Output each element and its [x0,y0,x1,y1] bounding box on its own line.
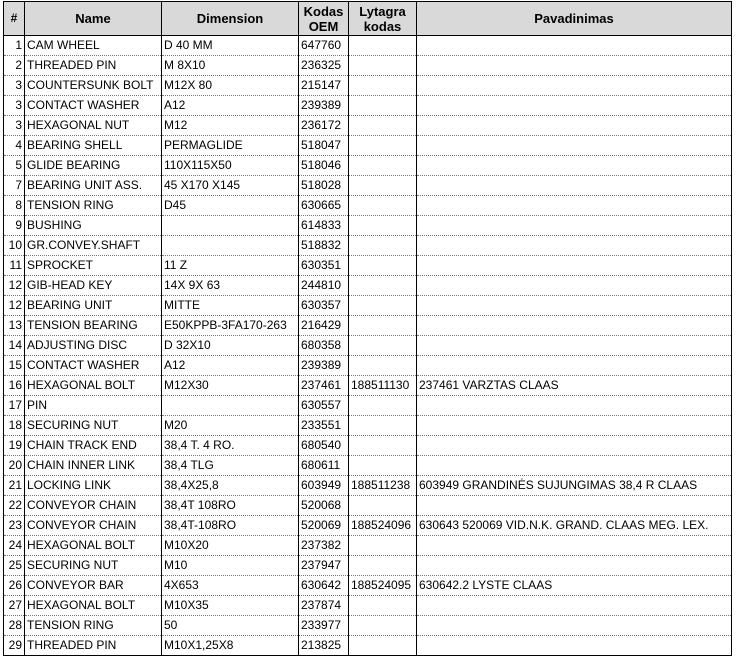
part-name-cell: PIN [25,396,162,416]
lytagra-code-cell [349,336,417,356]
part-name-cell: TENSION RING [25,196,162,216]
column-header-lytagra-code [349,2,417,36]
part-name-cell: CONTACT WASHER [25,96,162,116]
lytagra-code-cell [349,396,417,416]
lytagra-code-cell [349,616,417,636]
oem-code-cell: 518028 [299,176,349,196]
parts-table [3,1,732,656]
part-name-cell: SECURING NUT [25,416,162,436]
row-number-cell: 11 [4,256,25,276]
dimension-cell: 50 [162,616,299,636]
lytagra-code-cell [349,536,417,556]
row-number-cell: 22 [4,496,25,516]
dimension-cell: 110X115X50 [162,156,299,176]
oem-code-cell: 237874 [299,596,349,616]
header-row [4,2,732,36]
table-row [4,56,732,76]
pavadinimas-cell [417,196,732,216]
part-name-cell: BEARING UNIT [25,296,162,316]
pavadinimas-cell: 630642.2 LYSTE CLAAS [417,576,732,596]
pavadinimas-cell [417,596,732,616]
pavadinimas-cell [417,496,732,516]
dimension-cell: 11 Z [162,256,299,276]
lytagra-code-cell [349,96,417,116]
table-row [4,36,732,56]
row-number-cell: 18 [4,416,25,436]
oem-code-cell: 213825 [299,636,349,656]
table-row [4,216,732,236]
lytagra-code-cell [349,416,417,436]
table-row [4,156,732,176]
part-name-cell: THREADED PIN [25,56,162,76]
lytagra-code-cell [349,296,417,316]
pavadinimas-cell [417,256,732,276]
row-number-cell: 1 [4,36,25,56]
pavadinimas-cell [417,396,732,416]
lytagra-code-cell: 188524095 [349,576,417,596]
part-name-cell: CONVEYOR CHAIN [25,496,162,516]
part-name-cell: CONTACT WASHER [25,356,162,376]
part-name-cell: TENSION RING [25,616,162,636]
pavadinimas-cell [417,236,732,256]
part-name-cell: GIB-HEAD KEY [25,276,162,296]
lytagra-code-cell [349,156,417,176]
pavadinimas-cell [417,96,732,116]
table-row [4,96,732,116]
table-row [4,116,732,136]
table-row [4,276,732,296]
oem-code-cell: 518046 [299,156,349,176]
pavadinimas-cell [417,76,732,96]
table-row [4,616,732,636]
oem-code-cell: 216429 [299,316,349,336]
table-body [4,36,732,656]
row-number-cell: 4 [4,136,25,156]
row-number-cell: 3 [4,116,25,136]
lytagra-code-cell [349,236,417,256]
oem-code-cell: 614833 [299,216,349,236]
row-number-cell: 21 [4,476,25,496]
pavadinimas-cell [417,116,732,136]
oem-code-cell: 239389 [299,96,349,116]
row-number-cell: 24 [4,536,25,556]
row-number-cell: 10 [4,236,25,256]
oem-code-cell: 233977 [299,616,349,636]
table-row [4,176,732,196]
row-number-cell: 13 [4,316,25,336]
oem-code-cell: 647760 [299,36,349,56]
part-name-cell: HEXAGONAL BOLT [25,376,162,396]
table-row [4,236,732,256]
dimension-cell: M20 [162,416,299,436]
oem-code-cell: 237947 [299,556,349,576]
dimension-cell [162,216,299,236]
lytagra-code-cell [349,556,417,576]
lytagra-code-cell: 188511130 [349,376,417,396]
table-row [4,196,732,216]
part-name-cell: ADJUSTING DISC [25,336,162,356]
dimension-cell: A12 [162,356,299,376]
column-header-pavadinimas: Pavadinimas [417,2,732,36]
row-number-cell: 16 [4,376,25,396]
dimension-cell: 45 X170 X145 [162,176,299,196]
table-row [4,436,732,456]
row-number-cell: 29 [4,636,25,656]
part-name-cell: HEXAGONAL NUT [25,116,162,136]
part-name-cell: CAM WHEEL [25,36,162,56]
lytagra-code-cell [349,256,417,276]
part-name-cell: SPROCKET [25,256,162,276]
row-number-cell: 8 [4,196,25,216]
pavadinimas-cell [417,616,732,636]
table-row [4,516,732,536]
lytagra-code-cell [349,116,417,136]
oem-code-cell: 236325 [299,56,349,76]
pavadinimas-cell [417,136,732,156]
pavadinimas-cell: 630643 520069 VID.N.K. GRAND. CLAAS MEG. LEX. [417,516,732,536]
row-number-cell: 12 [4,296,25,316]
table-row [4,416,732,436]
part-name-cell: SECURING NUT [25,556,162,576]
dimension-cell: M10X35 [162,596,299,616]
oem-code-cell: 630557 [299,396,349,416]
part-name-cell: CHAIN INNER LINK [25,456,162,476]
row-number-cell: 3 [4,76,25,96]
pavadinimas-cell [417,56,732,76]
row-number-cell: 27 [4,596,25,616]
oem-code-cell: 630357 [299,296,349,316]
pavadinimas-cell [417,296,732,316]
pavadinimas-cell [417,636,732,656]
lytagra-header-line2: kodas [363,18,402,34]
dimension-cell: MITTE [162,296,299,316]
lytagra-code-cell [349,596,417,616]
pavadinimas-cell [417,36,732,56]
lytagra-code-cell [349,456,417,476]
dimension-cell: 38,4T 108RO [162,496,299,516]
row-number-cell: 17 [4,396,25,416]
dimension-cell: M 8X10 [162,56,299,76]
oem-code-cell: 630351 [299,256,349,276]
lytagra-code-cell [349,56,417,76]
pavadinimas-cell [417,416,732,436]
lytagra-code-cell [349,136,417,156]
row-number-cell: 23 [4,516,25,536]
pavadinimas-cell [417,356,732,376]
lytagra-code-cell [349,636,417,656]
dimension-cell: E50KPPB-3FA170-263 [162,316,299,336]
row-number-cell: 20 [4,456,25,476]
row-number-cell: 12 [4,276,25,296]
pavadinimas-cell [417,536,732,556]
oem-code-cell: 244810 [299,276,349,296]
table-row [4,596,732,616]
lytagra-code-cell [349,316,417,336]
lytagra-header-line1: Lytagra [359,3,406,19]
dimension-cell: M10X1,25X8 [162,636,299,656]
pavadinimas-cell [417,316,732,336]
part-name-cell: CONVEYOR CHAIN [25,516,162,536]
row-number-cell: 3 [4,96,25,116]
column-header-oem-code [299,2,349,36]
row-number-cell: 15 [4,356,25,376]
table-row [4,336,732,356]
table-row [4,476,732,496]
lytagra-code-cell [349,436,417,456]
lytagra-code-cell [349,76,417,96]
part-name-cell: BUSHING [25,216,162,236]
dimension-cell: 38,4 T. 4 RO. [162,436,299,456]
dimension-cell: D 32X10 [162,336,299,356]
pavadinimas-cell [417,276,732,296]
table-row [4,496,732,516]
oem-code-cell: 603949 [299,476,349,496]
oem-code-cell: 233551 [299,416,349,436]
dimension-cell: D45 [162,196,299,216]
pavadinimas-cell [417,216,732,236]
table-row [4,316,732,336]
pavadinimas-cell [417,436,732,456]
lytagra-code-cell [349,276,417,296]
row-number-cell: 7 [4,176,25,196]
oem-code-cell: 630642 [299,576,349,596]
row-number-cell: 28 [4,616,25,636]
oem-code-cell: 239389 [299,356,349,376]
part-name-cell: COUNTERSUNK BOLT [25,76,162,96]
part-name-cell: BEARING SHELL [25,136,162,156]
part-name-cell: GR.CONVEY.SHAFT [25,236,162,256]
part-name-cell: TENSION BEARING [25,316,162,336]
table-row [4,356,732,376]
column-header-name: Name [25,2,162,36]
row-number-cell: 2 [4,56,25,76]
dimension-cell: 14X 9X 63 [162,276,299,296]
parts-sheet [3,1,732,656]
dimension-cell [162,396,299,416]
lytagra-code-cell: 188524096 [349,516,417,536]
row-number-cell: 19 [4,436,25,456]
table-row [4,456,732,476]
dimension-cell: D 40 MM [162,36,299,56]
dimension-cell: M12X 80 [162,76,299,96]
oem-code-cell: 520069 [299,516,349,536]
table-row [4,576,732,596]
pavadinimas-cell [417,456,732,476]
pavadinimas-cell [417,336,732,356]
oem-code-cell: 215147 [299,76,349,96]
pavadinimas-cell [417,556,732,576]
pavadinimas-cell [417,176,732,196]
dimension-cell: 4X653 [162,576,299,596]
table-row [4,376,732,396]
dimension-cell: M10 [162,556,299,576]
dimension-cell: M10X20 [162,536,299,556]
oem-code-cell: 236172 [299,116,349,136]
dimension-cell: A12 [162,96,299,116]
part-name-cell: THREADED PIN [25,636,162,656]
table-row [4,636,732,656]
part-name-cell: CONVEYOR BAR [25,576,162,596]
lytagra-code-cell [349,356,417,376]
dimension-cell: PERMAGLIDE [162,136,299,156]
lytagra-code-cell [349,216,417,236]
part-name-cell: LOCKING LINK [25,476,162,496]
dimension-cell: M12 [162,116,299,136]
table-row [4,396,732,416]
row-number-cell: 25 [4,556,25,576]
table-row [4,256,732,276]
dimension-cell: 38,4T-108RO [162,516,299,536]
table-row [4,536,732,556]
lytagra-code-cell [349,36,417,56]
oem-header-line1: Kodas [303,3,344,19]
oem-header-line2: OEM [308,18,339,34]
column-header-number: # [4,2,25,36]
pavadinimas-cell [417,156,732,176]
oem-code-cell: 630665 [299,196,349,216]
part-name-cell: GLIDE BEARING [25,156,162,176]
oem-code-cell: 237382 [299,536,349,556]
part-name-cell: CHAIN TRACK END [25,436,162,456]
lytagra-code-cell [349,176,417,196]
oem-code-cell: 518832 [299,236,349,256]
oem-code-cell: 680358 [299,336,349,356]
oem-code-cell: 520068 [299,496,349,516]
oem-code-cell: 237461 [299,376,349,396]
table-row [4,296,732,316]
row-number-cell: 14 [4,336,25,356]
table-row [4,76,732,96]
oem-code-cell: 518047 [299,136,349,156]
row-number-cell: 9 [4,216,25,236]
dimension-cell: 38,4X25,8 [162,476,299,496]
pavadinimas-cell: 237461 VARZTAS CLAAS [417,376,732,396]
dimension-cell: M12X30 [162,376,299,396]
dimension-cell [162,236,299,256]
table-row [4,136,732,156]
part-name-cell: HEXAGONAL BOLT [25,536,162,556]
row-number-cell: 5 [4,156,25,176]
dimension-cell: 38,4 TLG [162,456,299,476]
oem-code-cell: 680611 [299,456,349,476]
part-name-cell: HEXAGONAL BOLT [25,596,162,616]
lytagra-code-cell: 188511238 [349,476,417,496]
oem-code-cell: 680540 [299,436,349,456]
column-header-dimension: Dimension [162,2,299,36]
row-number-cell: 26 [4,576,25,596]
pavadinimas-cell: 603949 GRANDINĖS SUJUNGIMAS 38,4 R CLAAS [417,476,732,496]
lytagra-code-cell [349,496,417,516]
lytagra-code-cell [349,196,417,216]
part-name-cell: BEARING UNIT ASS. [25,176,162,196]
table-row [4,556,732,576]
